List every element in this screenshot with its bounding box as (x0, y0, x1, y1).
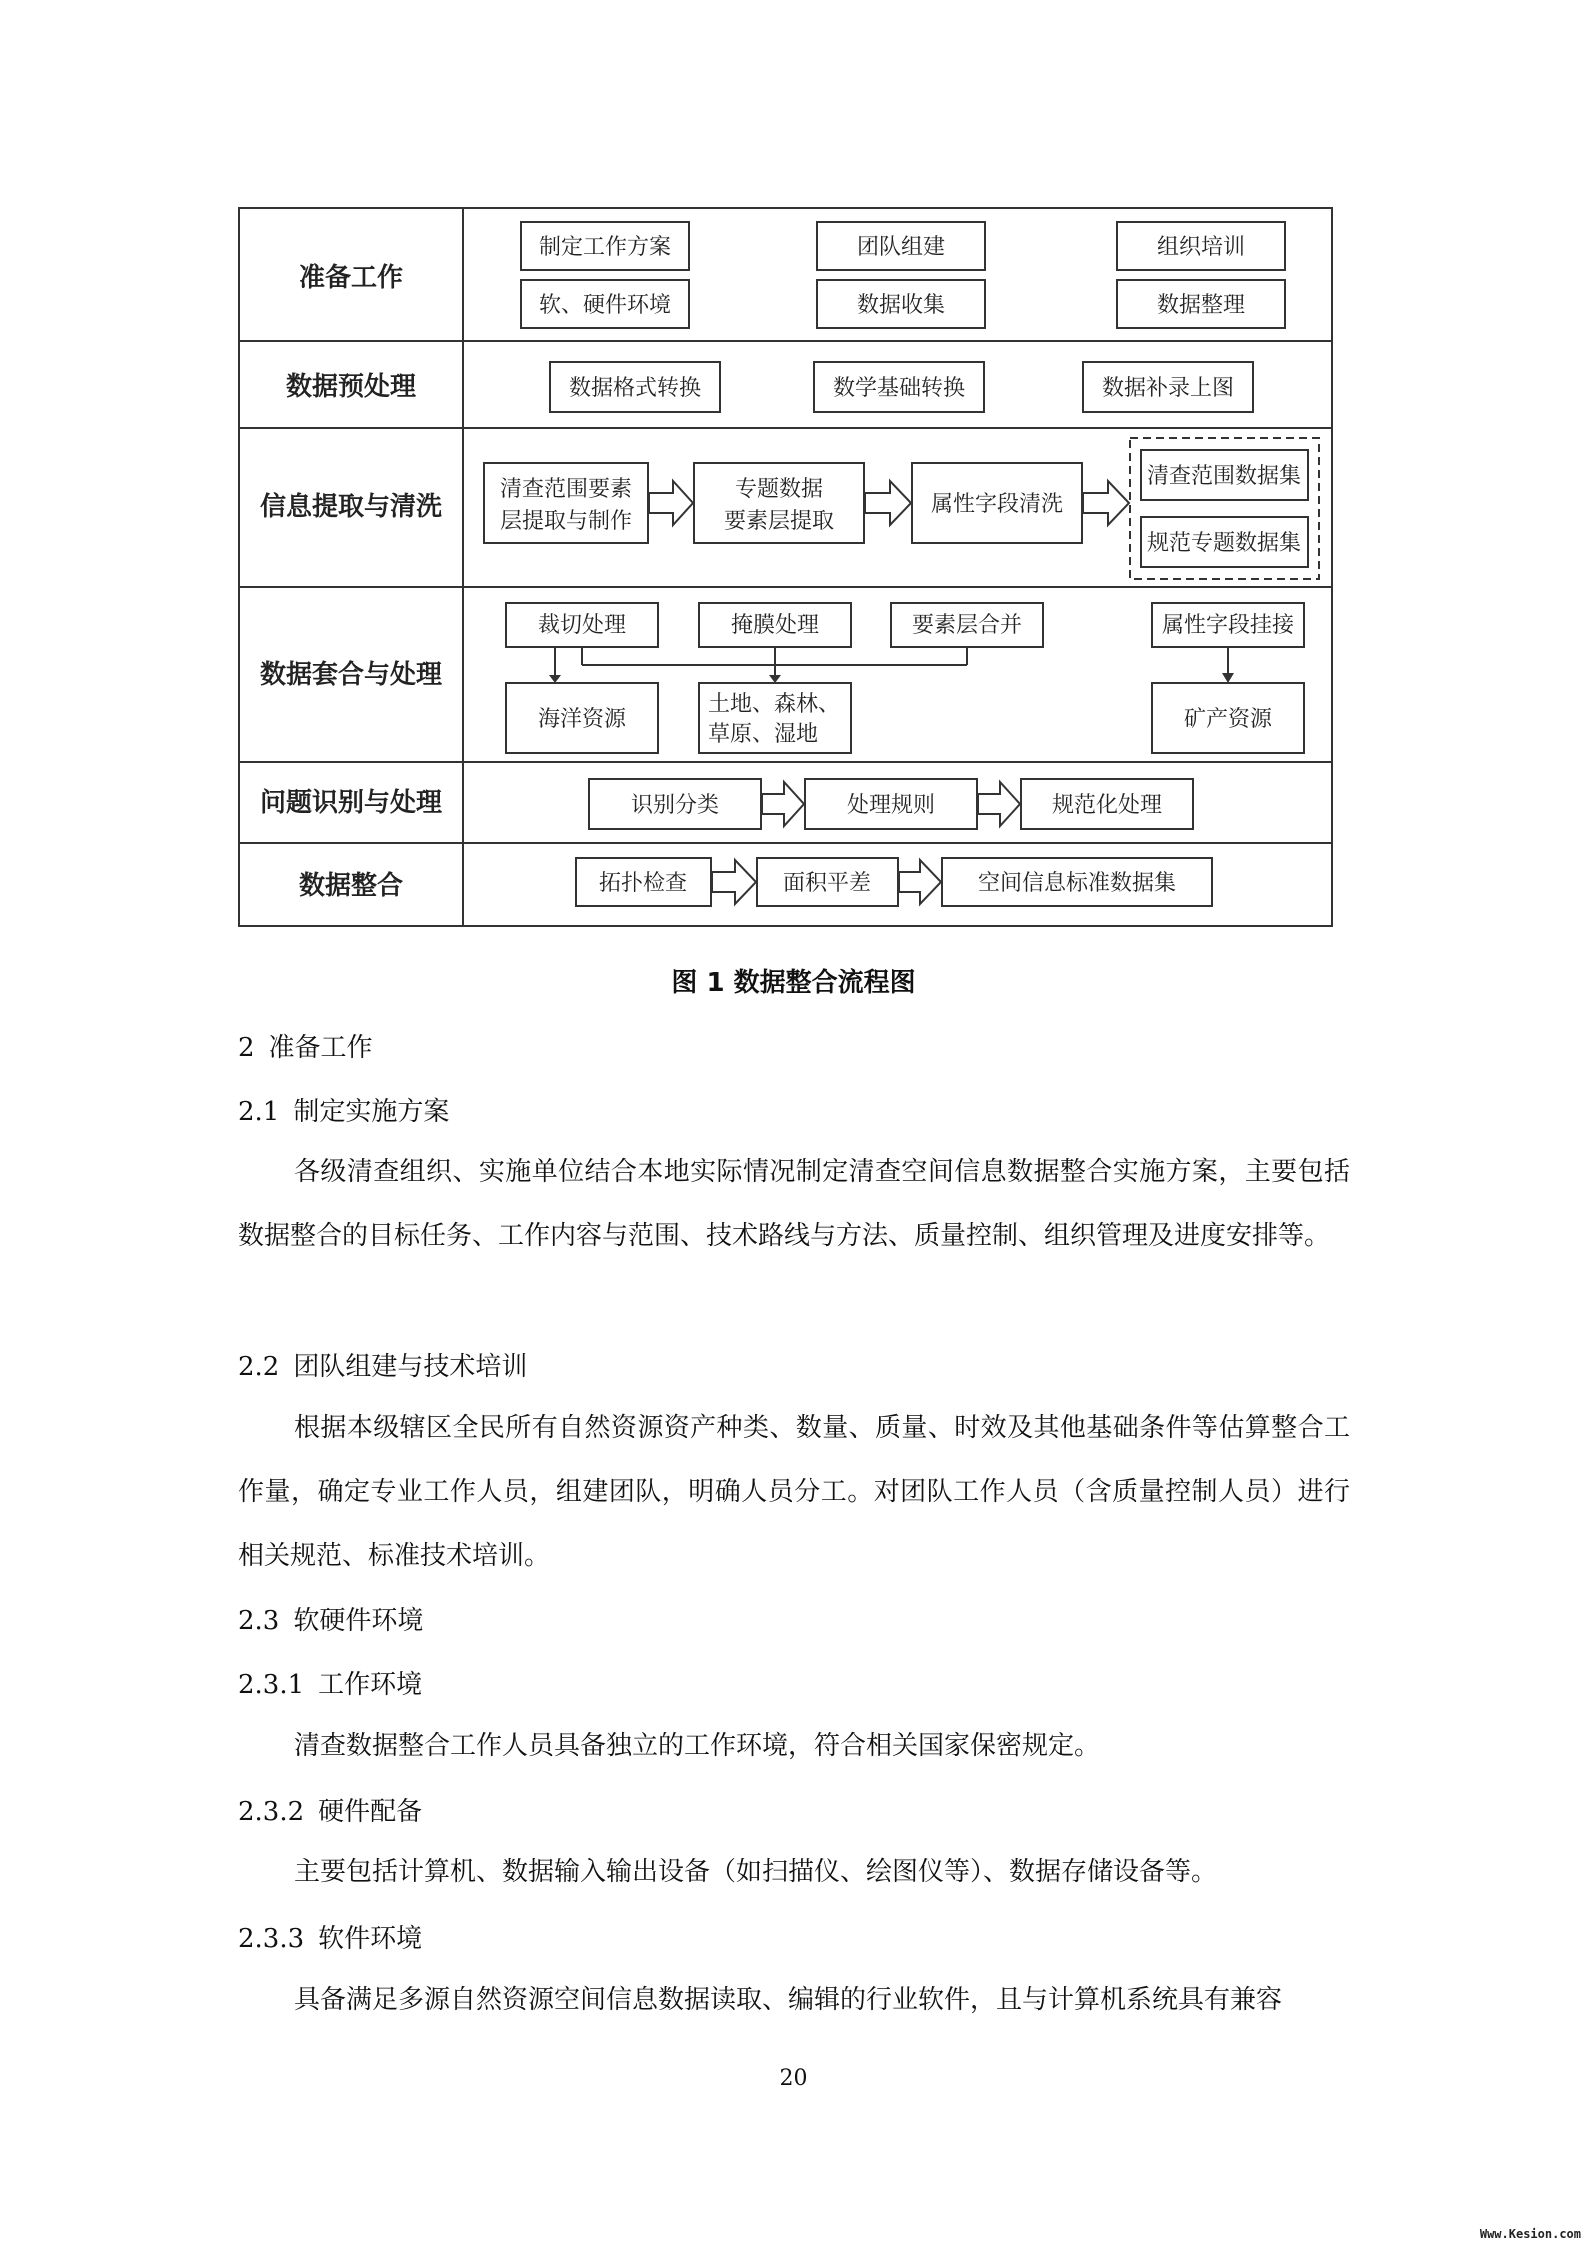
section-number: 2.3.1 (238, 1670, 305, 1700)
watermark: Www.Kesion.com (1479, 2227, 1581, 2241)
arrow-thematic-to-cleaning (865, 481, 911, 525)
box-topology-check-label: 拓扑检查 (598, 871, 688, 896)
paragraph-work-environment: 清查数据整合工作人员具备独立的工作环境，符合相关国家保密规定。 (294, 1731, 1101, 1761)
section-heading-2-2 (238, 1346, 527, 1383)
box-environment-label: 软、硬件环境 (538, 293, 672, 318)
box-supplement-mapping-label: 数据补录上图 (1101, 376, 1235, 401)
paragraph-implementation-plan: 各级清查组织、实施单位结合本地实际情况制定清查空间信息数据整合实施方案，主要包括数据整合的目标任务、工作内容与范围、技术路线与方法、质量控制、组织管理及进度安排等。 (238, 1157, 1350, 1251)
section-title: 软硬件环境 (293, 1606, 424, 1636)
box-mask-label: 掩膜处理 (730, 613, 820, 638)
arrow-cleaning-to-outputs (1083, 481, 1129, 525)
stage-label-extract: 信息提取与清洗 (259, 492, 443, 522)
section-title: 团队组建与技术培训 (293, 1352, 528, 1382)
box-processing-rules-label: 处理规则 (846, 793, 936, 818)
section-title: 工作环境 (318, 1670, 423, 1700)
box-thematic-layer-line1: 专题数据 (734, 477, 824, 502)
box-attribute-cleaning-label: 属性字段清洗 (930, 492, 1064, 517)
box-math-basis-conversion-label: 数学基础转换 (832, 376, 966, 401)
box-make-plan-label: 制定工作方案 (538, 235, 672, 260)
arrow-rules-to-normalize (978, 782, 1020, 826)
page-number: 20 (779, 2066, 808, 2091)
box-scope-dataset-label: 清查范围数据集 (1146, 464, 1302, 489)
paragraph-team-training: 根据本级辖区全民所有自然资源资产种类、数量、质量、时效及其他基础条件等估算整合工作量，确定专业工作人员，组建团队，明确人员分工。对团队工作人员（含质量控制人员）进行相关规范、标准技术培训。 (238, 1413, 1350, 1571)
section-title: 制定实施方案 (293, 1097, 450, 1127)
box-team-building-label: 团队组建 (856, 235, 946, 260)
stage-label-problem: 问题识别与处理 (259, 788, 443, 818)
box-normalization-label: 规范化处理 (1051, 793, 1163, 818)
box-layer-merge-label: 要素层合并 (911, 613, 1023, 638)
box-format-conversion-label: 数据格式转换 (568, 376, 702, 401)
box-mineral-resource-label: 矿产资源 (1183, 707, 1273, 732)
section-number: 2.3 (238, 1606, 280, 1636)
section-number: 2 (238, 1033, 255, 1063)
box-attribute-join-label: 属性字段挂接 (1161, 613, 1295, 638)
stage-label-integrate: 数据整合 (298, 871, 404, 901)
box-data-collection-label: 数据收集 (856, 293, 946, 318)
stage-label-preprocess: 数据预处理 (285, 372, 417, 402)
stage-label-overlay: 数据套合与处理 (259, 660, 443, 690)
paragraph-software: 具备满足多源自然资源空间信息数据读取、编辑的行业软件，且与计算机系统具有兼容 (294, 1985, 1283, 2015)
arrow-area-to-dataset (899, 860, 941, 904)
section-heading-2-3-3 (238, 1918, 422, 1955)
box-classification-label: 识别分类 (630, 793, 720, 818)
box-land-forest-line1: 土地、森林、 (708, 692, 841, 717)
section-title: 准备工作 (268, 1033, 373, 1063)
arrow-class-to-rules (762, 782, 804, 826)
section-number: 2.3.3 (238, 1924, 305, 1954)
figure-caption: 图 1 数据整合流程图 (671, 968, 916, 998)
box-ocean-resource-label: 海洋资源 (537, 707, 627, 732)
arrow-topology-to-area (712, 860, 756, 904)
arrow-clip-to-ocean (549, 675, 561, 683)
box-training-label: 组织培训 (1156, 235, 1246, 260)
arrow-to-land-forest (769, 675, 781, 683)
box-standard-dataset-label: 空间信息标准数据集 (977, 871, 1177, 896)
arrow-join-to-mineral (1222, 673, 1234, 683)
box-thematic-dataset-label: 规范专题数据集 (1146, 531, 1302, 556)
paragraph-hardware: 主要包括计算机、数据输入输出设备（如扫描仪、绘图仪等）、数据存储设备等。 (294, 1857, 1218, 1887)
flowchart (0, 0, 1587, 950)
section-heading-2-1 (238, 1091, 449, 1128)
section-title: 硬件配备 (318, 1797, 423, 1827)
section-heading-2-3-2 (238, 1791, 422, 1828)
section-number: 2.3.2 (238, 1797, 305, 1827)
box-area-adjustment-label: 面积平差 (782, 871, 872, 896)
arrow-scope-to-thematic (649, 481, 693, 525)
box-scope-layer-line1: 清查范围要素 (499, 477, 633, 502)
stage-label-prep: 准备工作 (298, 263, 404, 293)
section-heading-2-3 (238, 1600, 423, 1637)
section-heading-2-3-1 (238, 1664, 422, 1701)
section-title: 软件环境 (318, 1924, 423, 1954)
box-thematic-layer-line2: 要素层提取 (723, 509, 835, 534)
section-heading-2 (238, 1027, 373, 1064)
box-scope-layer-line2: 层提取与制作 (499, 509, 633, 534)
box-data-organizing-label: 数据整理 (1156, 293, 1246, 318)
section-number: 2.1 (238, 1097, 280, 1127)
section-number: 2.2 (238, 1352, 280, 1382)
box-clip-label: 裁切处理 (537, 613, 627, 638)
box-land-forest-line2: 草原、湿地 (708, 722, 819, 747)
